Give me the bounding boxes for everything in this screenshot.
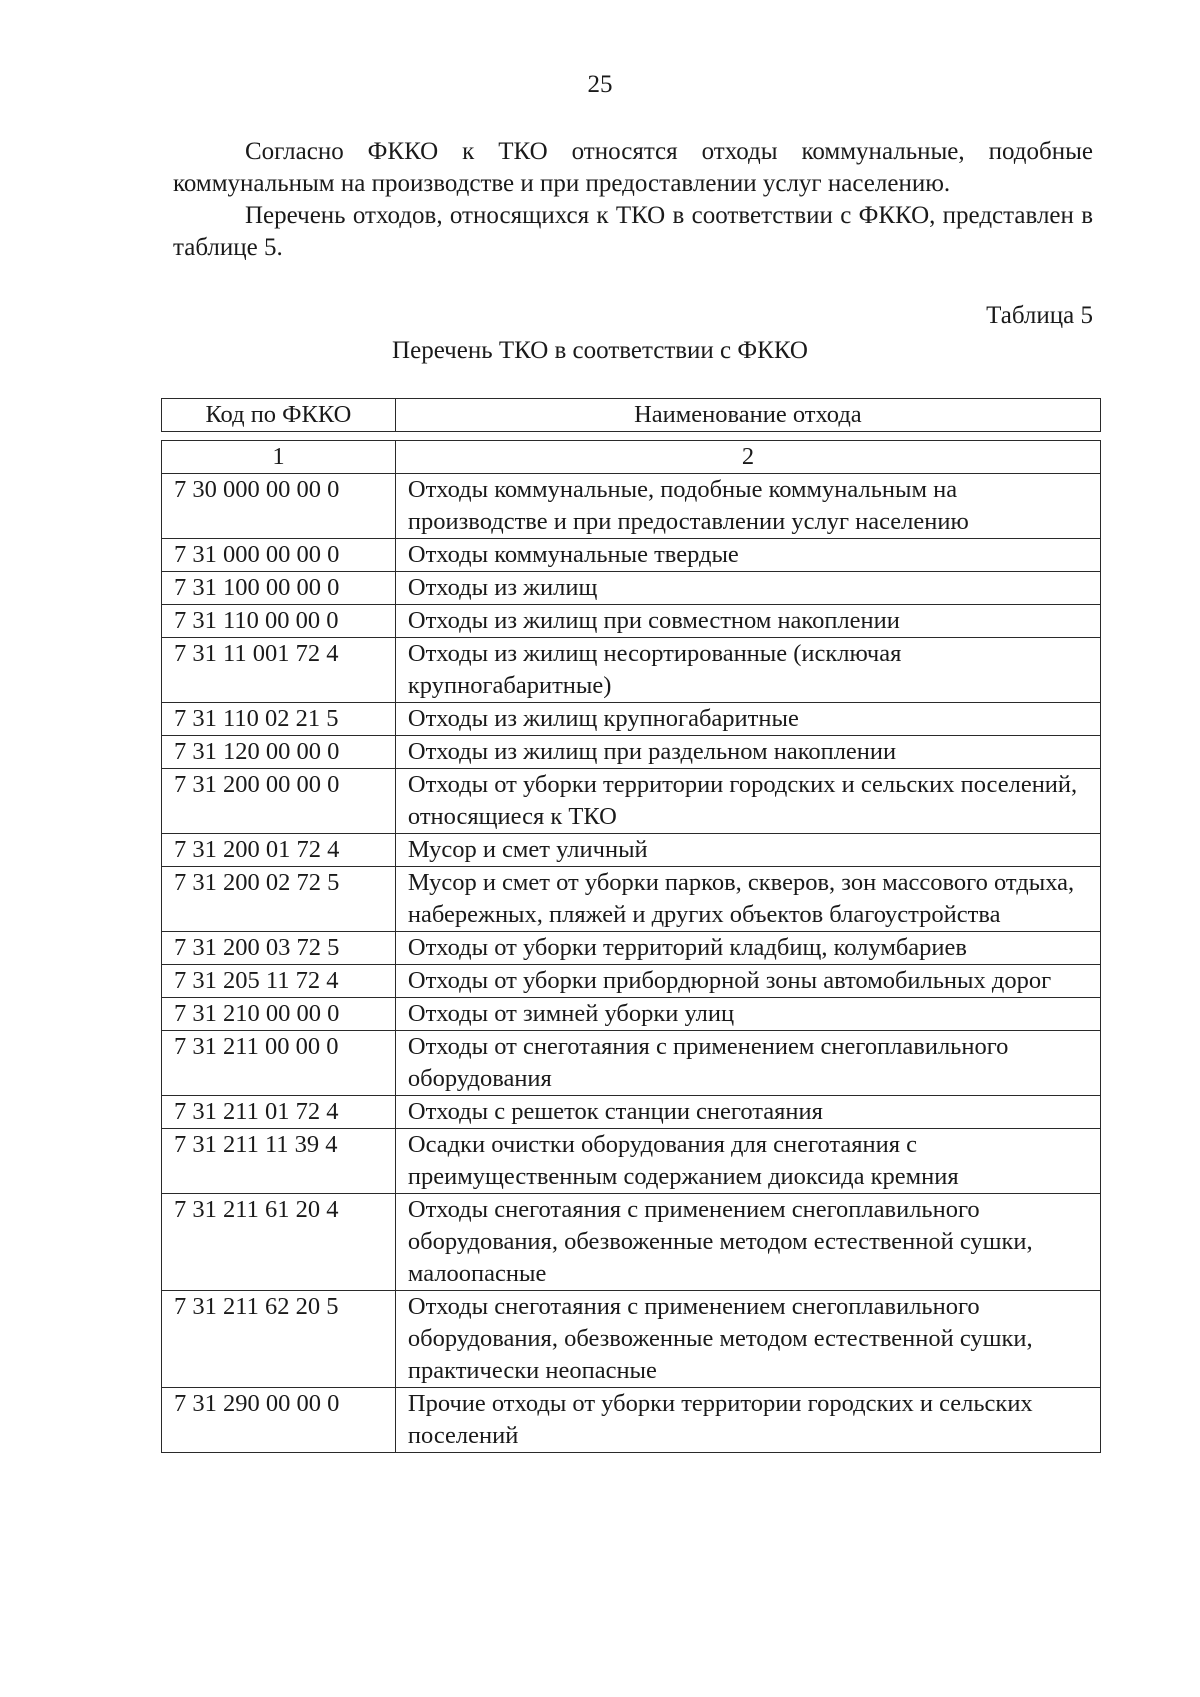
waste-name: Отходы с решеток станции снеготаяния [395,1096,1100,1129]
table-row [162,998,1101,1031]
column-number: 1 [162,441,396,474]
waste-code: 7 31 200 02 72 5 [162,867,396,932]
waste-code: 7 31 205 11 72 4 [162,965,396,998]
intro-paragraph: Перечень отходов, относящихся к ТКО в соответствии с ФККО, представлен в таблице 5. [173,202,1093,261]
waste-name: Отходы из жилищ [395,572,1100,605]
table-row [162,605,1101,638]
table-row [162,638,1101,703]
waste-name: Отходы из жилищ несортированные (исключая крупногабаритные) [395,638,1100,703]
table-row [162,965,1101,998]
waste-code: 7 31 120 00 00 0 [162,736,396,769]
table-row [162,932,1101,965]
table-row [162,769,1101,834]
waste-name: Отходы от уборки территорий кладбищ, колумбариев [395,932,1100,965]
waste-name: Отходы от уборки территории городских и сельских поселений, относящиеся к ТКО [395,769,1100,834]
intro-text [173,136,1093,264]
waste-code: 7 30 000 00 00 0 [162,474,396,539]
waste-code: 7 31 11 001 72 4 [162,638,396,703]
waste-name: Отходы снеготаяния с применением снегоплавильного оборудования, обезвоженные методом естественной сушки, практически неопасные [395,1291,1100,1388]
waste-code: 7 31 200 03 72 5 [162,932,396,965]
waste-code: 7 31 110 02 21 5 [162,703,396,736]
waste-name: Прочие отходы от уборки территории городских и сельских поселений [395,1388,1100,1453]
intro-paragraph: Согласно ФККО к ТКО относятся отходы коммунальные, подобные коммунальным на производстве и при предоставлении услуг населению. [173,138,1093,197]
waste-name: Отходы из жилищ крупногабаритные [395,703,1100,736]
waste-name: Отходы от зимней уборки улиц [395,998,1100,1031]
waste-code: 7 31 000 00 00 0 [162,539,396,572]
table-row [162,1031,1101,1096]
table-row [162,867,1101,932]
table-row [162,474,1101,539]
table-row [162,1096,1101,1129]
table-row [162,1388,1101,1453]
waste-code: 7 31 211 11 39 4 [162,1129,396,1194]
waste-name: Отходы из жилищ при раздельном накоплении [395,736,1100,769]
waste-code: 7 31 200 01 72 4 [162,834,396,867]
header-code: Код по ФККО [162,399,396,432]
waste-name: Осадки очистки оборудования для снеготаяния с преимущественным содержанием диоксида кремния [395,1129,1100,1194]
waste-name: Отходы коммунальные твердые [395,539,1100,572]
waste-name: Мусор и смет от уборки парков, скверов, зон массового отдыха, набережных, пляжей и других объектов благоустройства [395,867,1100,932]
waste-code: 7 31 100 00 00 0 [162,572,396,605]
table-row [162,834,1101,867]
waste-code: 7 31 200 00 00 0 [162,769,396,834]
table-row [162,1129,1101,1194]
waste-code: 7 31 211 61 20 4 [162,1194,396,1291]
waste-name: Мусор и смет уличный [395,834,1100,867]
table-header [161,398,1101,432]
table-title: Перечень ТКО в соответствии с ФККО [392,337,808,364]
waste-name: Отходы коммунальные, подобные коммунальным на производстве и при предоставлении услуг населению [395,474,1100,539]
waste-code: 7 31 211 62 20 5 [162,1291,396,1388]
waste-code: 7 31 110 00 00 0 [162,605,396,638]
table-row [162,1194,1101,1291]
table-row [162,572,1101,605]
page-number: 25 [587,71,613,98]
table-row [162,736,1101,769]
waste-code: 7 31 210 00 00 0 [162,998,396,1031]
waste-code: 7 31 211 00 00 0 [162,1031,396,1096]
table-row [162,539,1101,572]
column-number-row [162,441,1101,474]
column-number: 2 [395,441,1100,474]
waste-name: Отходы от уборки прибордюрной зоны автомобильных дорог [395,965,1100,998]
table-row [162,703,1101,736]
waste-name: Отходы от снеготаяния с применением снегоплавильного оборудования [395,1031,1100,1096]
table-label: Таблица 5 [986,302,1093,329]
waste-name: Отходы из жилищ при совместном накоплении [395,605,1100,638]
waste-code: 7 31 290 00 00 0 [162,1388,396,1453]
header-name: Наименование отхода [395,399,1100,432]
waste-name: Отходы снеготаяния с применением снегоплавильного оборудования, обезвоженные методом естественной сушки, малоопасные [395,1194,1100,1291]
table-row [162,1291,1101,1388]
header-row [162,399,1101,432]
waste-code: 7 31 211 01 72 4 [162,1096,396,1129]
waste-table [161,440,1101,1453]
